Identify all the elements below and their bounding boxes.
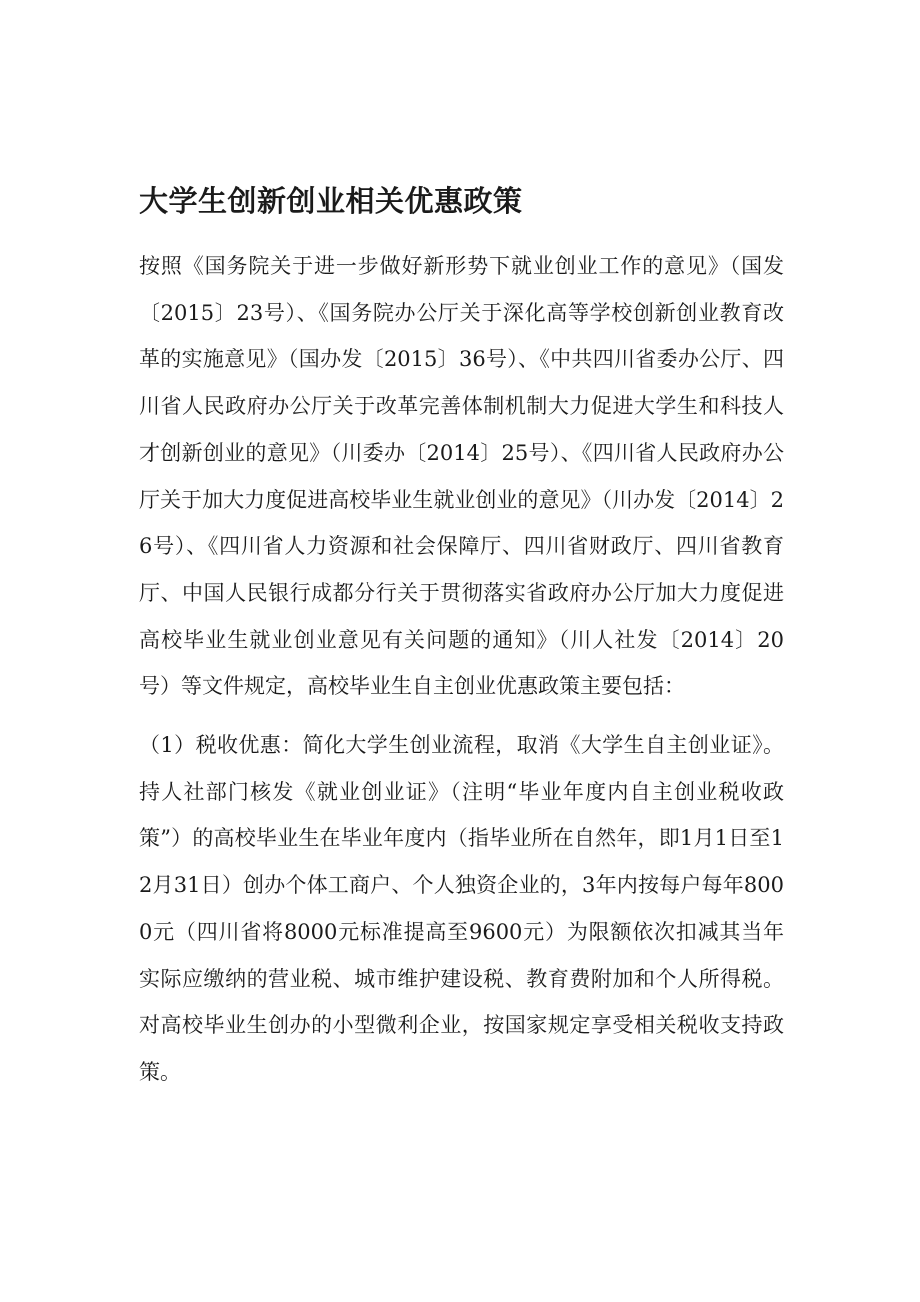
tax-policy-paragraph: （1）税收优惠：简化大学生创业流程，取消《大学生自主创业证》。持人社部门核发《就业创业证》（注明“毕业年度内自主创业税收政策”）的高校毕业生在毕业年度内（指毕业所在自然年，即1月1日至12月31日）创办个体工商户、个人独资企业的，3年内按每户每年8000元（四川省将8000元标准提高至9600元）为限额依次扣减其当年实际应缴纳的营业税、城市维护建设税、教育费附加和个人所得税。对高校毕业生创办的小型微利企业，按国家规定享受相关税收支持政策。 [139,733,784,1084]
intro-paragraph: 按照《国务院关于进一步做好新形势下就业创业工作的意见》（国发〔2015〕23号）、《国务院办公厅关于深化高等学校创新创业教育改革的实施意见》（国办发〔2015〕36号）、《中共四川省委办公厅、四川省人民政府办公厅关于改革完善体制机制大力促进大学生和科技人才创新创业的意见》（川委办〔2014〕25号）、《四川省人民政府办公厅关于加大力度促进高校毕业生就业创业的意见》（川办发〔2014〕26号）、《四川省人力资源和社会保障厅、四川省财政厅、四川省教育厅、中国人民银行成都分行关于贯彻落实省政府办公厅加大力度促进高校毕业生就业创业意见有关问题的通知》（川人社发〔2014〕20号）等文件规定，高校毕业生自主创业优惠政策主要包括： [139,254,784,699]
document-title: 大学生创新创业相关优惠政策 [139,184,523,218]
document-body [139,170,784,1096]
